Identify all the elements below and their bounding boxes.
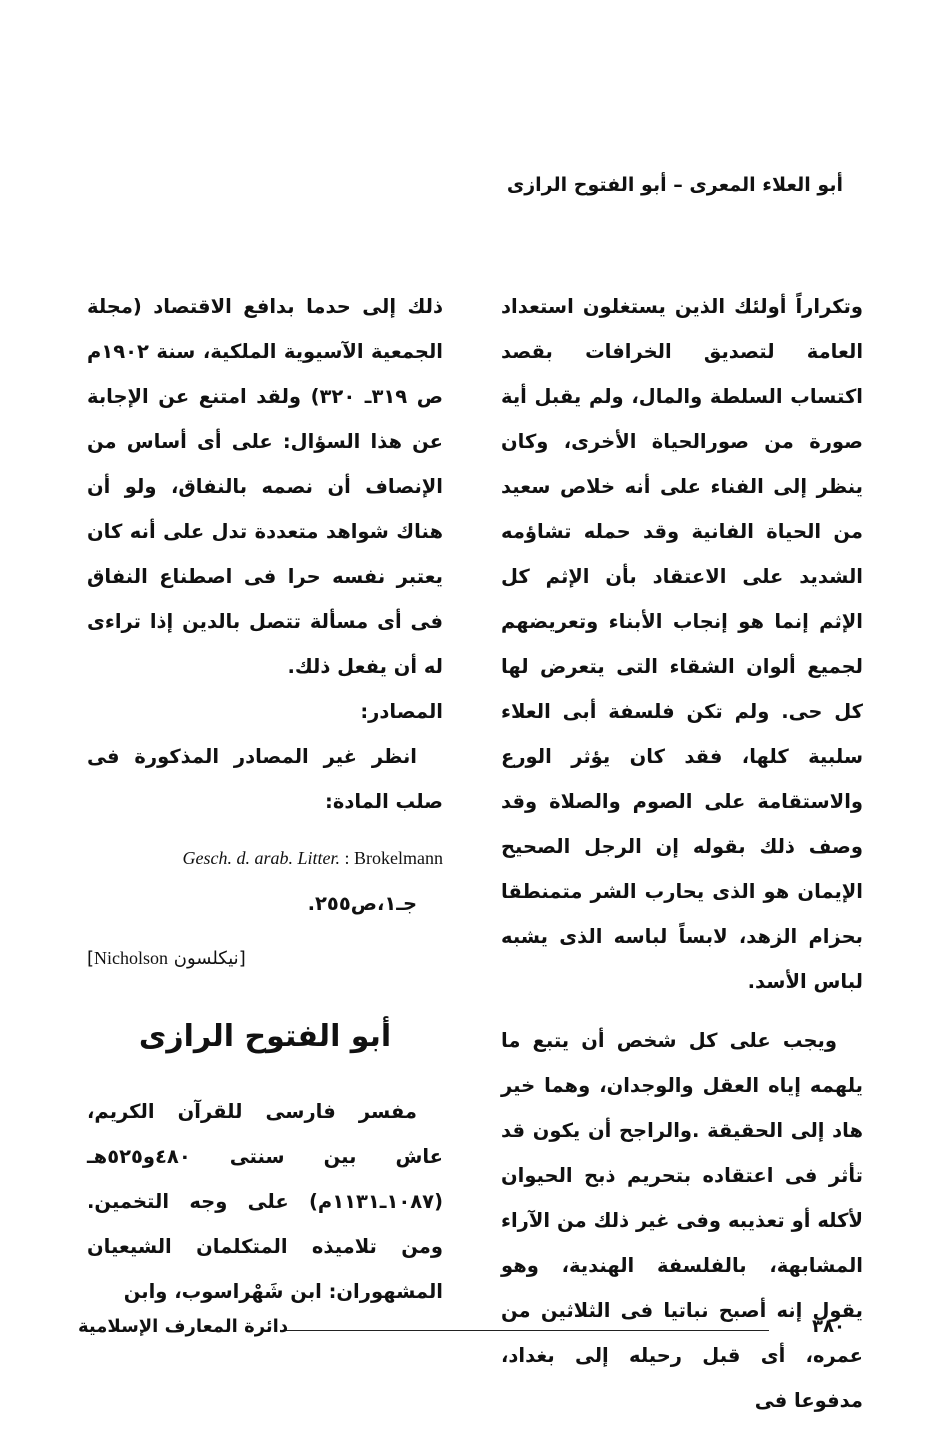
- page-footer: [78, 1316, 845, 1342]
- journal-name: دائرة المعارف الإسلامية: [78, 1316, 289, 1337]
- article-title: أبو الفتوح الرازى: [138, 1019, 392, 1054]
- bibliographic-reference: [87, 836, 443, 881]
- reference-author: Brokelmann: [354, 848, 443, 868]
- running-title: أبو العلاء المعرى – أبو الفتوح الرازى: [506, 174, 843, 196]
- reference-volume: جـ١،ص٢٥٥.: [307, 892, 417, 915]
- left-column: [87, 284, 443, 1314]
- page-number: ٣٨٠: [812, 1316, 845, 1337]
- article-author: [نيكلسون Nicholson]: [87, 948, 246, 969]
- paragraph: ويجب على كل شخص أن يتبع ما يلهمه إياه العقل والوجدان، وهما خير هاد إلى الحقيقة .والراجح أن يكون قد تأثر فى اعتقاده بتحريم ذبح الحيوان لأكله أو تعذيبه وفى غير ذلك من الآراء المشابهة، بالفلسفة الهندية، وهو يقول إنه أصبح نباتيا فى الثلاثين من عمره، أى قبل رحيله إلى بغداد، مدفوعا فى: [501, 1029, 863, 1412]
- author-arabic: نيكلسون: [173, 948, 239, 969]
- paragraph: وتكراراً أولئك الذين يستغلون استعداد العامة لتصديق الخرافات بقصد اكتساب السلطة والمال، ولم يقبل أية صورة من صورالحياة الأخرى، وكان ينظر إلى الفناء على أنه خلاص سعيد من الحياة الفانية وقد حمله تشاؤمه الشديد على الاعتقاد بأن الإثم كل الإثم إنما هو إنجاب الأبناء وتعريضهم لجميع ألوان الشقاء التى يتعرض لها كل حى. ولم تكن فلسفة أبى العلاء سلبية كلها، فقد كان يؤثر الورع والاستقامة على الصوم والصلاة وقد وصف ذلك بقوله إن الرجل الصحيح الإيمان هو الذى يحارب الشر متمنطقا بحزام الزهد، لابساً لباسه الذى يشبه لباس الأسد.: [501, 295, 863, 993]
- right-column: [501, 284, 863, 1423]
- footer-rule: [286, 1330, 769, 1331]
- article-text: مفسر فارسى للقرآن الكريم، عاش بين سنتى ٤٨٠و٥٢٥هـ (١٠٨٧ـ١١٣١م) على وجه التخمين. ومن تلاميذه المتكلمان الشيعيان المشهوران: ابن شَهْراسوب، وابن: [87, 1100, 443, 1303]
- reference-separator: :: [340, 848, 355, 868]
- sources-heading: المصادر:: [360, 700, 443, 723]
- author-latin: Nicholson: [94, 948, 169, 968]
- paragraph: ذلك إلى حدما بدافع الاقتصاد (مجلة الجمعية الآسيوية الملكية، سنة ١٩٠٢م ص ٣١٩ـ ٣٢٠) ولقد امتنع عن الإجابة عن هذا السؤال: على أى أساس من الإنصاف أن نصمه بالنفاق، ولو أن هناك شواهد متعددة تدل على أنه كان يعتبر نفسه حرا فى اصطناع النفاق فى أى مسألة تتصل بالدين إذا تراءى له أن يفعل ذلك.: [87, 295, 443, 678]
- reference-title: Gesch. d. arab. Litter.: [182, 848, 340, 868]
- sources-text: انظر غير المصادر المذكورة فى صلب المادة:: [87, 745, 443, 813]
